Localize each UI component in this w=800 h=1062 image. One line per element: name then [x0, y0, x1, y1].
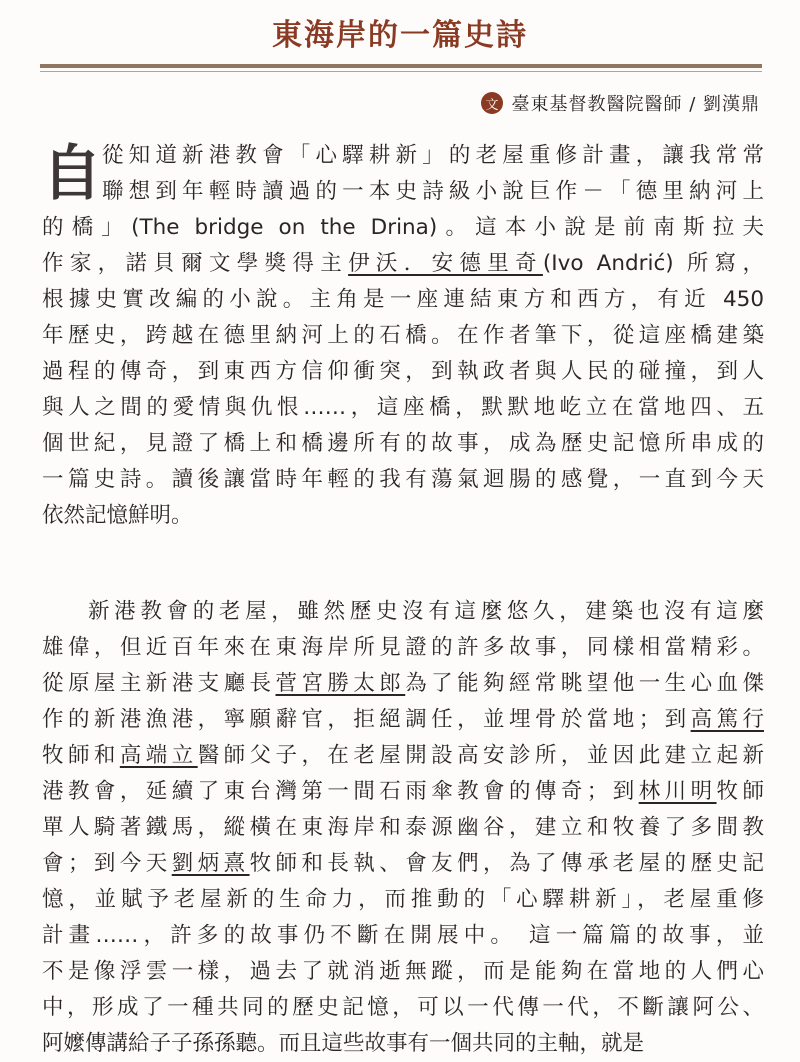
- text-line: [42, 462, 764, 498]
- text-segment: 單人騎著鐵馬，縱橫在東海岸和泰源幽谷，建立和牧養了多間教: [42, 815, 764, 840]
- text-segment: 中，形成了一種共同的歷史記憶，可以一代傳一代，不斷讓阿公、: [42, 995, 764, 1020]
- underlined-name: 林川明: [638, 779, 717, 804]
- text-line: [42, 282, 764, 318]
- text-line: [42, 810, 764, 846]
- text-segment: 不是像浮雲一樣，過去了就消逝無蹤，而是能夠在當地的人們心: [42, 959, 764, 984]
- text-segment: 過程的傳奇，到東西方信仰衝突，到執政者與人民的碰撞，到人: [42, 359, 764, 384]
- text-segment: 作家，諾貝爾文學獎得主: [42, 251, 349, 276]
- paragraph-gap: [42, 534, 764, 594]
- text-line: [42, 318, 764, 354]
- text-line: [42, 702, 764, 738]
- text-segment: 牧師和長執、會友們，為了傳承老屋的歷史記: [249, 851, 764, 876]
- drop-cap: 自: [42, 139, 102, 209]
- paragraph-2: [42, 594, 764, 1062]
- text-segment: 醫師父子，在老屋開設高安診所，並因此建立起新: [197, 743, 764, 768]
- text-line: [42, 138, 764, 174]
- text-line: [42, 918, 764, 954]
- text-segment: 從原屋主新港支廳長: [42, 671, 276, 696]
- text-line: [42, 354, 764, 390]
- text-line: [42, 630, 764, 666]
- text-segment: 一篇史詩。讀後讓當時年輕的我有蕩氣迴腸的感覺，一直到今天: [42, 467, 764, 492]
- text-segment: 作的新港漁港，寧願辭官，拒絕調任，並埋骨於當地；到: [42, 707, 691, 732]
- text-line: [42, 594, 764, 630]
- text-segment: 根據史實改編的小說。主角是一座連結東方和西方，有近 450: [42, 287, 764, 312]
- text-line: [42, 426, 764, 462]
- text-segment: 個世紀，見證了橋上和橋邊所有的故事，成為歷史記憶所串成的: [42, 431, 764, 456]
- text-line: [42, 738, 764, 774]
- text-segment: 計畫……，許多的故事仍不斷在開展中。 這一篇篇的故事，並: [42, 923, 764, 948]
- text-line: [42, 498, 764, 534]
- text-segment: 新港教會的老屋，雖然歷史沒有這麼悠久，建築也沒有這麼: [88, 599, 764, 624]
- underlined-name: 菅宮勝太郎: [275, 671, 406, 696]
- text-line: [42, 774, 764, 810]
- text-segment: 聯想到年輕時讀過的一本史詩級小說巨作－「德里納河上: [102, 179, 764, 204]
- text-segment: (Ivo Andrić) 所寫，: [542, 251, 764, 276]
- text-line: [42, 210, 764, 246]
- text-line: [42, 990, 764, 1026]
- byline-badge: 文: [481, 92, 503, 114]
- article-title: 東海岸的一篇史詩: [272, 18, 528, 53]
- text-segment: 與人之間的愛情與仇恨……，這座橋，默默地屹立在當地四、五: [42, 395, 764, 420]
- text-segment: 憶，並賦予老屋新的生命力，而推動的「心驛耕新」，老屋重修: [42, 887, 764, 912]
- text-line: [42, 846, 764, 882]
- author-byline: [481, 90, 760, 116]
- text-line: [42, 390, 764, 426]
- title-divider: [40, 64, 762, 68]
- text-segment: 牧師和: [42, 743, 120, 768]
- text-segment: 牧師: [716, 779, 764, 804]
- text-segment: 阿嬤傳講給子子孫孫聽。而且這些故事有一個共同的主軸，就是: [42, 1031, 645, 1056]
- text-segment: 為了能夠經常眺望他一生心血傑: [405, 671, 764, 696]
- text-segment: 從知道新港教會「心驛耕新」的老屋重修計畫，讓我常常: [102, 143, 764, 168]
- underlined-name: 高篤行: [690, 707, 764, 732]
- byline-text: 臺東基督教醫院醫師 / 劉漢鼎: [511, 94, 760, 115]
- text-segment: 年歷史，跨越在德里納河上的石橋。在作者筆下，從這座橋建築: [42, 323, 764, 348]
- text-line: [42, 954, 764, 990]
- text-segment: 依然記憶鮮明。: [42, 503, 193, 528]
- underlined-name: 劉炳熹: [171, 851, 250, 876]
- title-divider-thin: [40, 71, 762, 72]
- article-body: [42, 138, 764, 1062]
- paragraph-1: [42, 138, 764, 534]
- text-segment: 會；到今天: [42, 851, 172, 876]
- underlined-name: 伊沃．安德里奇: [348, 251, 543, 276]
- text-line: [42, 666, 764, 702]
- text-segment: 雄偉，但近百年來在東海岸所見證的許多故事，同樣相當精彩。: [42, 635, 764, 660]
- text-segment: 的橋」(The bridge on the Drina)。這本小說是前南斯拉夫: [42, 215, 764, 240]
- underlined-name: 高端立: [119, 743, 198, 768]
- text-line: [42, 1026, 764, 1062]
- text-line: [42, 174, 764, 210]
- text-line: [42, 882, 764, 918]
- text-segment: 港教會，延續了東台灣第一間石雨傘教會的傳奇；到: [42, 779, 639, 804]
- text-line: [42, 246, 764, 282]
